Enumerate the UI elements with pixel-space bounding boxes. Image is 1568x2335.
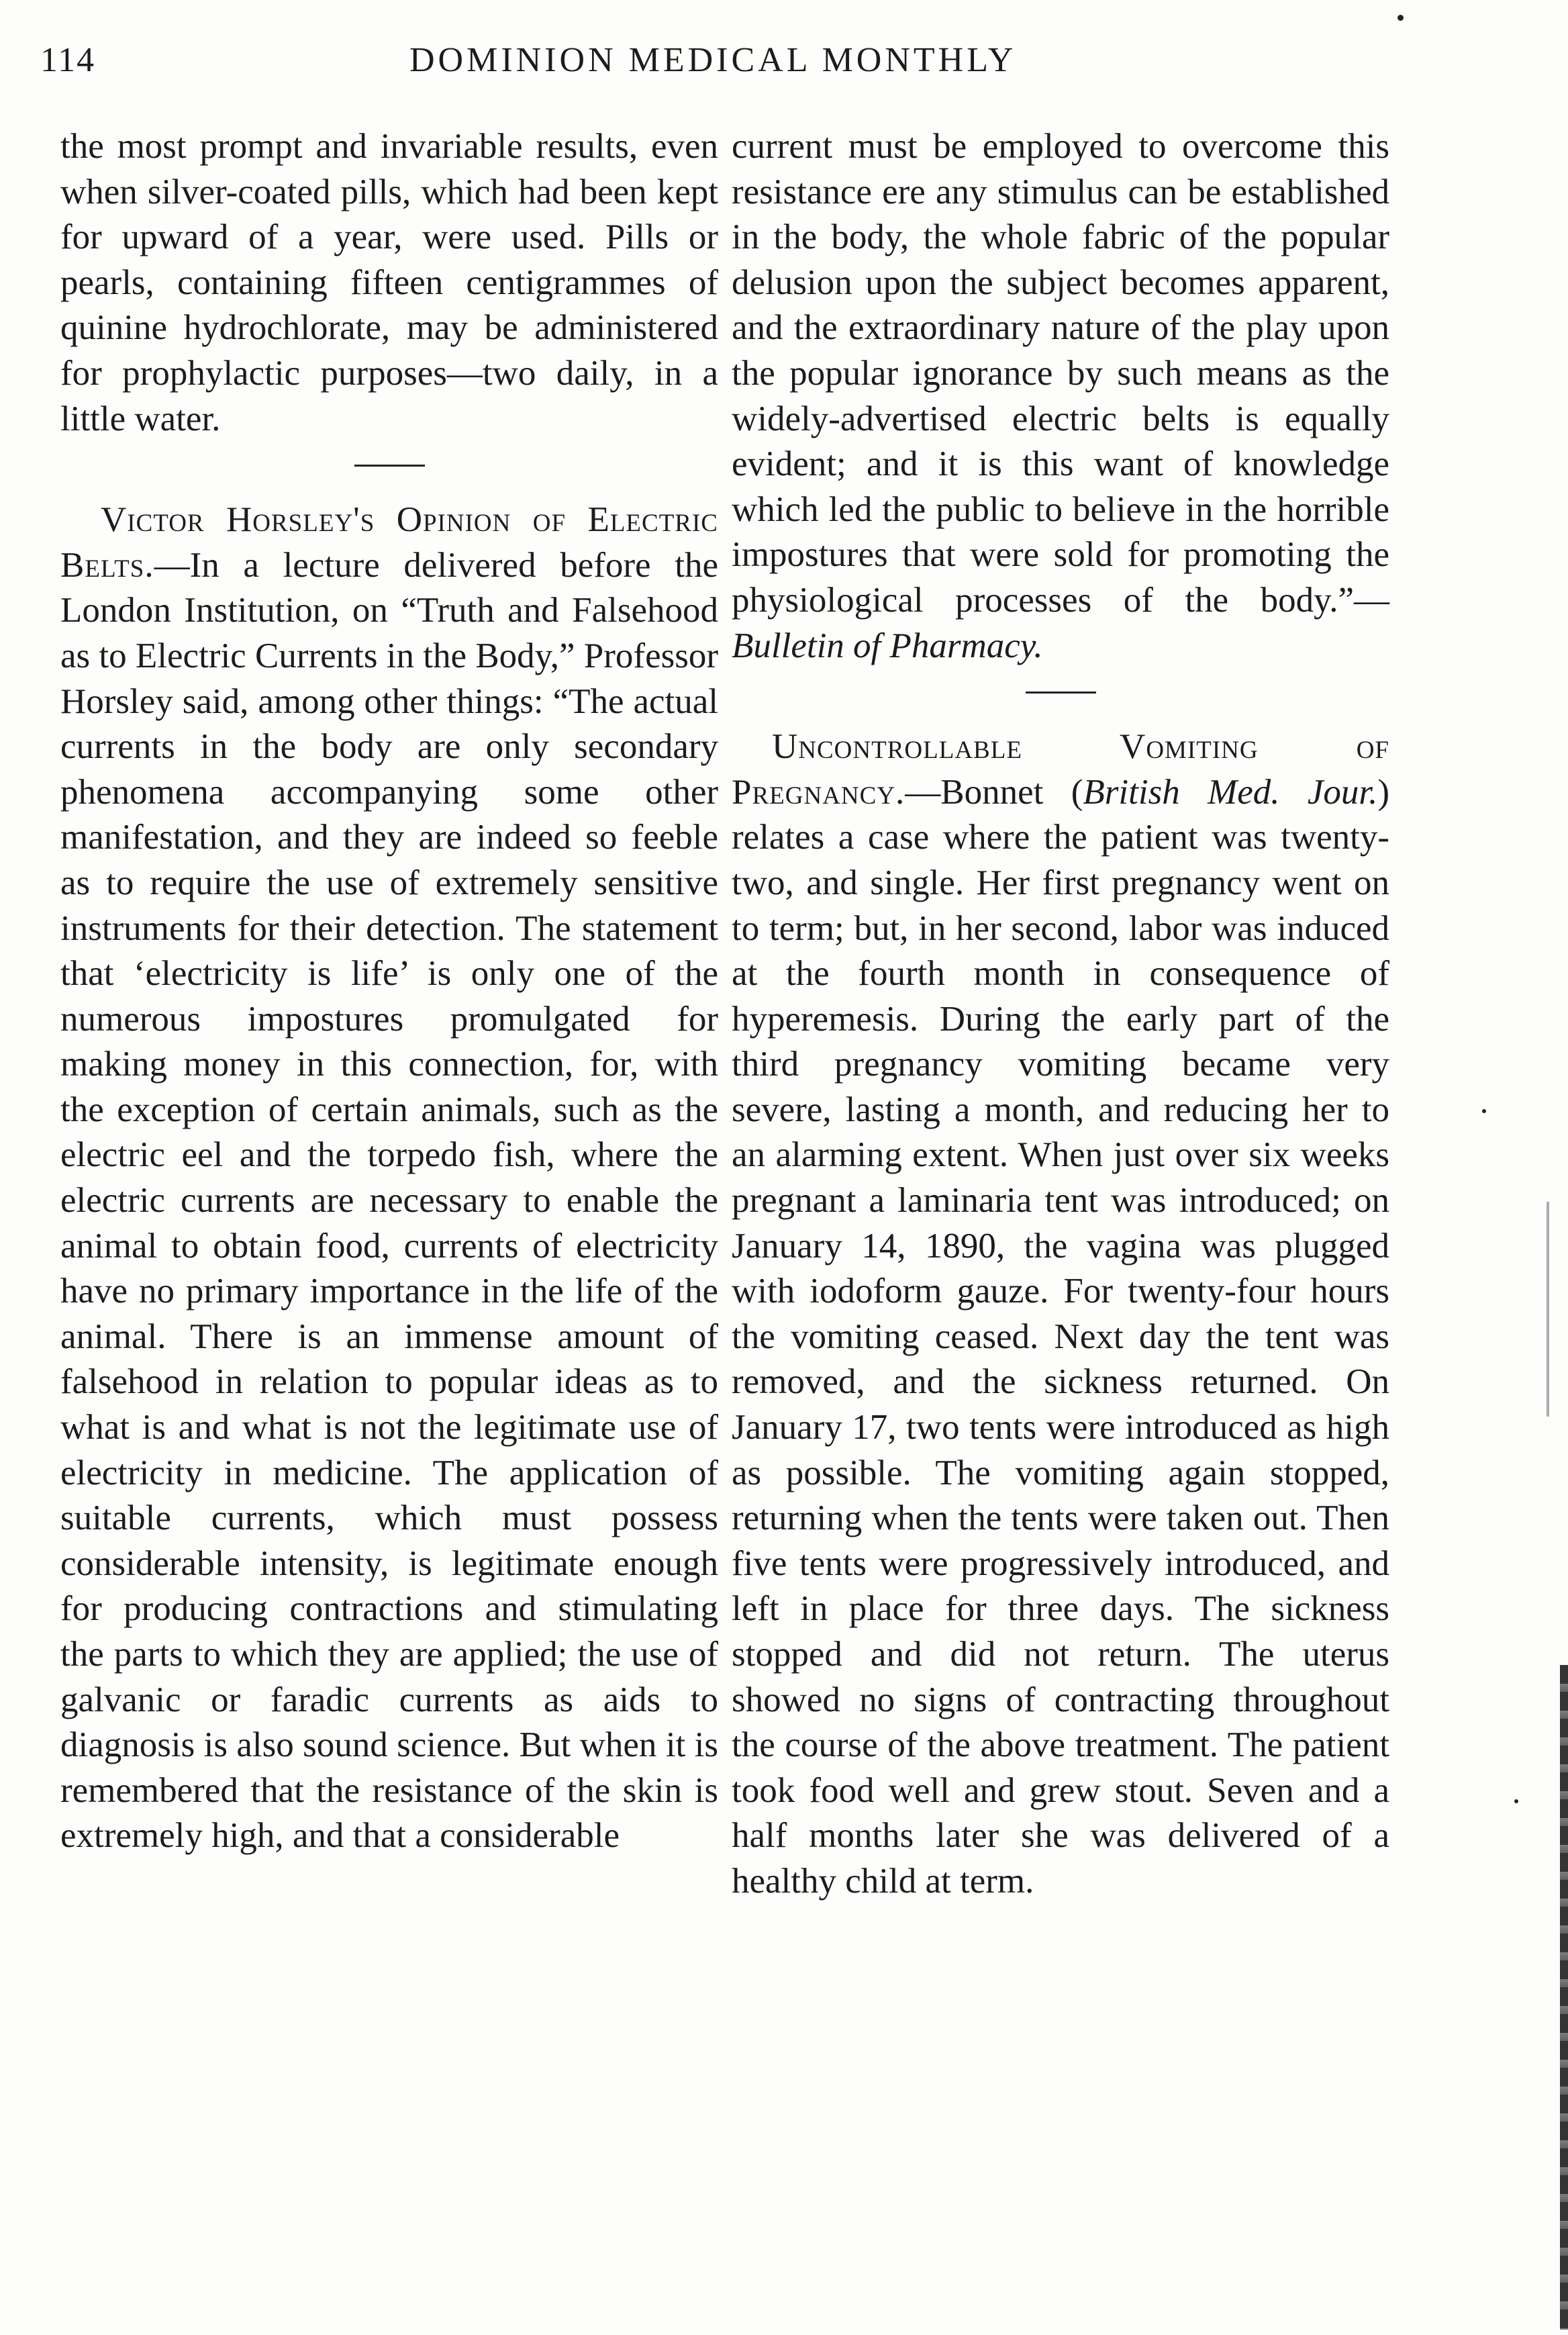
running-title: DOMINION MEDICAL MONTHLY bbox=[409, 41, 1017, 79]
article-vomiting bbox=[732, 724, 1389, 1904]
scan-speck bbox=[1514, 1799, 1518, 1803]
section-divider bbox=[1026, 692, 1096, 694]
page-header bbox=[40, 40, 1383, 94]
article-horsley-continued bbox=[732, 124, 1389, 669]
journal-citation: British Med. Jour. bbox=[1083, 772, 1378, 812]
article-body: ) relates a case where the patient was twenty-two, and single. Her first pregnancy went on to term; but, in her second, labor was induced at the fourth month in consequence of hyperemesis. During the early part of the third pregnancy vomiting became very severe, lasting a month, and reducing her to an alarming extent. When just over six weeks pregnant a laminaria tent was introduced; on January 14, 1890, the vagina was plugged with iodoform gauze. For twenty-four hours the vomiting ceased. Next day the tent was removed, and the sickness returned. On January 17, two tents were introduced as high as possible. The vomiting again stopped, returning when the tents were taken out. Then five tents were progressively introduced, and left in place for three days. The sickness stopped and did not return. The uterus showed no signs of contracting throughout the course of the above treatment. The patient took food well and grew stout. Seven and a half months later she was delivered of a healthy child at term. bbox=[732, 772, 1390, 1901]
article-body: —In a lecture delivered before the London Institution, on “Truth and Falsehood as to Electric Currents in the Body,” Professor Horsley said, among other things: “The actual currents in the body are only secondary phenomena accompanying some other manifestation, and they are indeed so feeble as to require the use of extremely sensitive instruments for their detection. The statement that ‘electricity is life’ is only one of the numerous impostures promulgated for making money in this connection, for, with the exception of certain animals, such as the electric eel and the torpedo fish, where the electric currents are necessary to enable the animal to obtain food, currents of electricity have no primary importance in the life of the animal. There is an immense amount of falsehood in relation to popular ideas as to what is and what is not the legitimate use of electricity in medicine. The application of suitable currents, which must possess considerable intensity, is legitimate enough for producing contractions and stimulating the parts to which they are applied; the use of galvanic or faradic currents as aids to diagnosis is also sound science. But when it is remembered that the resistance of the skin is extremely high, and that a considerable bbox=[60, 545, 718, 1856]
scan-speck bbox=[1482, 1109, 1486, 1113]
article-horsley bbox=[60, 497, 718, 1859]
article-body-lead: —Bonnet ( bbox=[905, 772, 1083, 812]
scan-edge-shadow bbox=[1560, 1665, 1568, 2330]
page-number: 114 bbox=[40, 41, 96, 79]
section-divider bbox=[354, 465, 425, 467]
source-citation: Bulletin of Pharmacy. bbox=[732, 626, 1043, 665]
article-title: Victor Horsley's Opinion of Electric Belts. bbox=[60, 500, 718, 585]
article-body-continued: current must be employed to overcome this resistance ere any stimulus can be established in the body, the whole fabric of the popular delusion upon the subject becomes apparent, and the extraordinary nature of the play upon the popular ignorance by such means as the widely-advertised electric belts is equally evident; and it is this want of knowledge which led the public to believe in the horrible impostures that were sold for promoting the physiological processes of the body.”— bbox=[732, 127, 1389, 620]
article-title: Uncontrollable Vomiting of Pregnancy. bbox=[732, 727, 1389, 812]
scan-speck bbox=[1398, 15, 1404, 21]
left-column bbox=[60, 124, 718, 1859]
continuation-paragraph: the most prompt and invariable results, even when silver-coated pills, which had been kept for upward of a year, were used. Pills or pearls, containing fifteen centigrammes of quinine hydrochlorate, may be administered for prophylactic purposes—two daily, in a little water. bbox=[60, 127, 718, 438]
right-column bbox=[732, 124, 1389, 1905]
scan-edge-shadow bbox=[1547, 1202, 1549, 1417]
